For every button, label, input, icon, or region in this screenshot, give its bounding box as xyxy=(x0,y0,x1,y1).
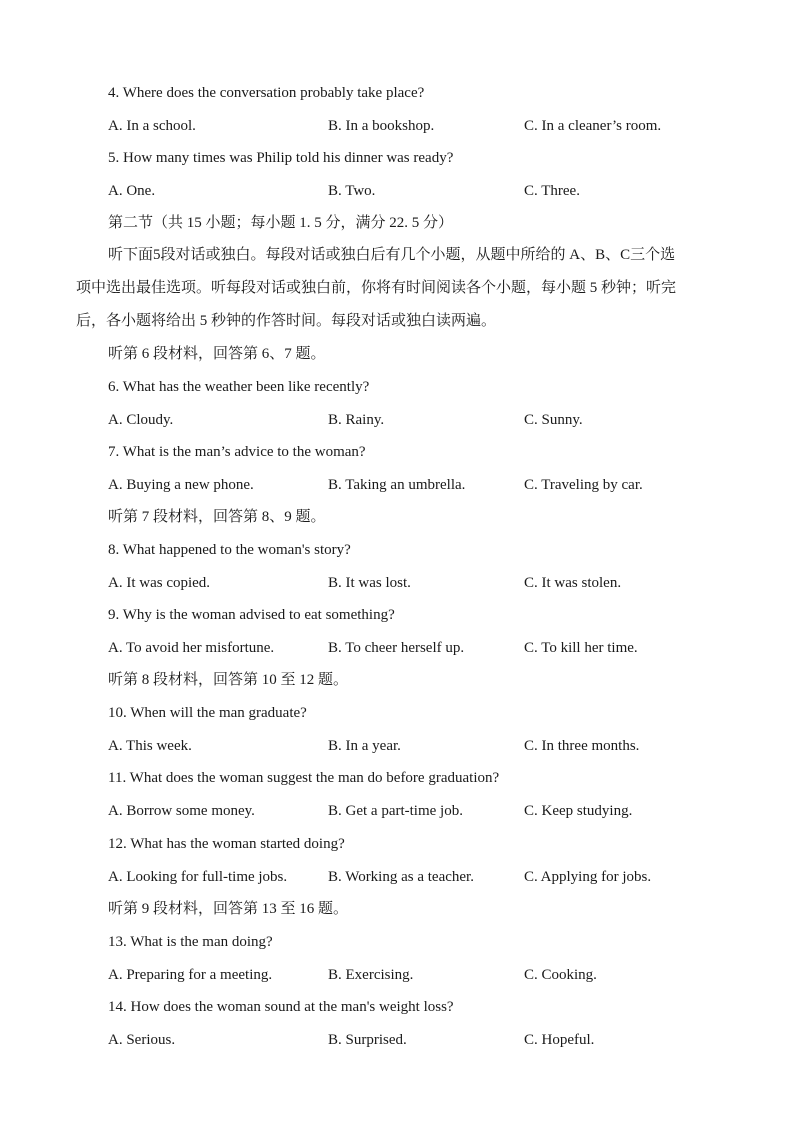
q-12: 12. What has the woman started doing? xyxy=(108,836,345,852)
q-9-option-a: A. To avoid her misfortune. xyxy=(108,640,275,656)
q-9-option-b: B. To cheer herself up. xyxy=(328,640,465,656)
q-4-option-b: B. In a bookshop. xyxy=(328,118,435,134)
q-14: 14. How does the woman sound at the man's weight loss? xyxy=(108,999,454,1015)
q-4-option-c: C. In a cleaner’s room. xyxy=(524,118,662,134)
q-6-option-a: A. Cloudy. xyxy=(108,412,174,428)
q-11-option-c: C. Keep studying. xyxy=(524,803,633,819)
q-8-option-c: C. It was stolen. xyxy=(524,575,622,591)
instructions-line: 后，各小题将给出 5 秒钟的作答时间。每段对话或独白读两遍。 xyxy=(76,313,497,329)
q-7-option-b: B. Taking an umbrella. xyxy=(328,477,466,493)
q-14-option-c: C. Hopeful. xyxy=(524,1032,595,1048)
q-13: 13. What is the man doing? xyxy=(108,934,273,950)
q-9-option-c: C. To kill her time. xyxy=(524,640,638,656)
q-8-option-a: A. It was copied. xyxy=(108,575,211,591)
material-7-header: 听第 7 段材料，回答第 8、9 题。 xyxy=(108,509,326,525)
q-14-option-a: A. Serious. xyxy=(108,1032,176,1048)
q-5-option-b: B. Two. xyxy=(328,183,376,199)
instructions-paragraph xyxy=(76,239,720,338)
q-8: 8. What happened to the woman's story? xyxy=(108,542,351,558)
q-4: 4. Where does the conversation probably take place? xyxy=(108,85,425,101)
q-6: 6. What has the weather been like recently? xyxy=(108,379,370,395)
instructions-line: 项中选出最佳选项。听每段对话或独白前，你将有时间阅读各个小题，每小题 5 秒钟；听完 xyxy=(76,280,677,296)
q-11: 11. What does the woman suggest the man do before graduation? xyxy=(108,770,500,786)
q-7-option-c: C. Traveling by car. xyxy=(524,477,643,493)
q-11-option-a: A. Borrow some money. xyxy=(108,803,255,819)
q-12-option-c: C. Applying for jobs. xyxy=(524,869,652,885)
q-5: 5. How many times was Philip told his dinner was ready? xyxy=(108,150,454,166)
q-8-option-b: B. It was lost. xyxy=(328,575,411,591)
q-9: 9. Why is the woman advised to eat something? xyxy=(108,607,395,623)
q-12-option-a: A. Looking for full-time jobs. xyxy=(108,869,288,885)
q-10-option-b: B. In a year. xyxy=(328,738,401,754)
q-7-option-a: A. Buying a new phone. xyxy=(108,477,254,493)
q-10: 10. When will the man graduate? xyxy=(108,705,307,721)
q-5-option-c: C. Three. xyxy=(524,183,580,199)
q-12-option-b: B. Working as a teacher. xyxy=(328,869,474,885)
q-10-option-a: A. This week. xyxy=(108,738,192,754)
q-5-option-a: A. One. xyxy=(108,183,156,199)
q-6-option-b: B. Rainy. xyxy=(328,412,385,428)
material-9-header: 听第 9 段材料，回答第 13 至 16 题。 xyxy=(108,901,349,917)
section-heading: 第二节（共 15 小题；每小题 1. 5 分，满分 22. 5 分） xyxy=(108,215,454,231)
q-14-option-b: B. Surprised. xyxy=(328,1032,407,1048)
material-6-header: 听第 6 段材料，回答第 6、7 题。 xyxy=(108,346,326,362)
q-6-option-c: C. Sunny. xyxy=(524,412,583,428)
q-13-option-c: C. Cooking. xyxy=(524,967,597,983)
q-13-option-a: A. Preparing for a meeting. xyxy=(108,967,273,983)
q-13-option-b: B. Exercising. xyxy=(328,967,414,983)
q-11-option-b: B. Get a part-time job. xyxy=(328,803,463,819)
q-10-option-c: C. In three months. xyxy=(524,738,640,754)
material-8-header: 听第 8 段材料，回答第 10 至 12 题。 xyxy=(108,672,349,688)
q-7: 7. What is the man’s advice to the woman? xyxy=(108,444,366,460)
q-4-option-a: A. In a school. xyxy=(108,118,196,134)
instructions-line: 听下面5段对话或独白。每段对话或独白后有几个小题，从题中所给的 A、B、C三个选 xyxy=(108,247,676,263)
